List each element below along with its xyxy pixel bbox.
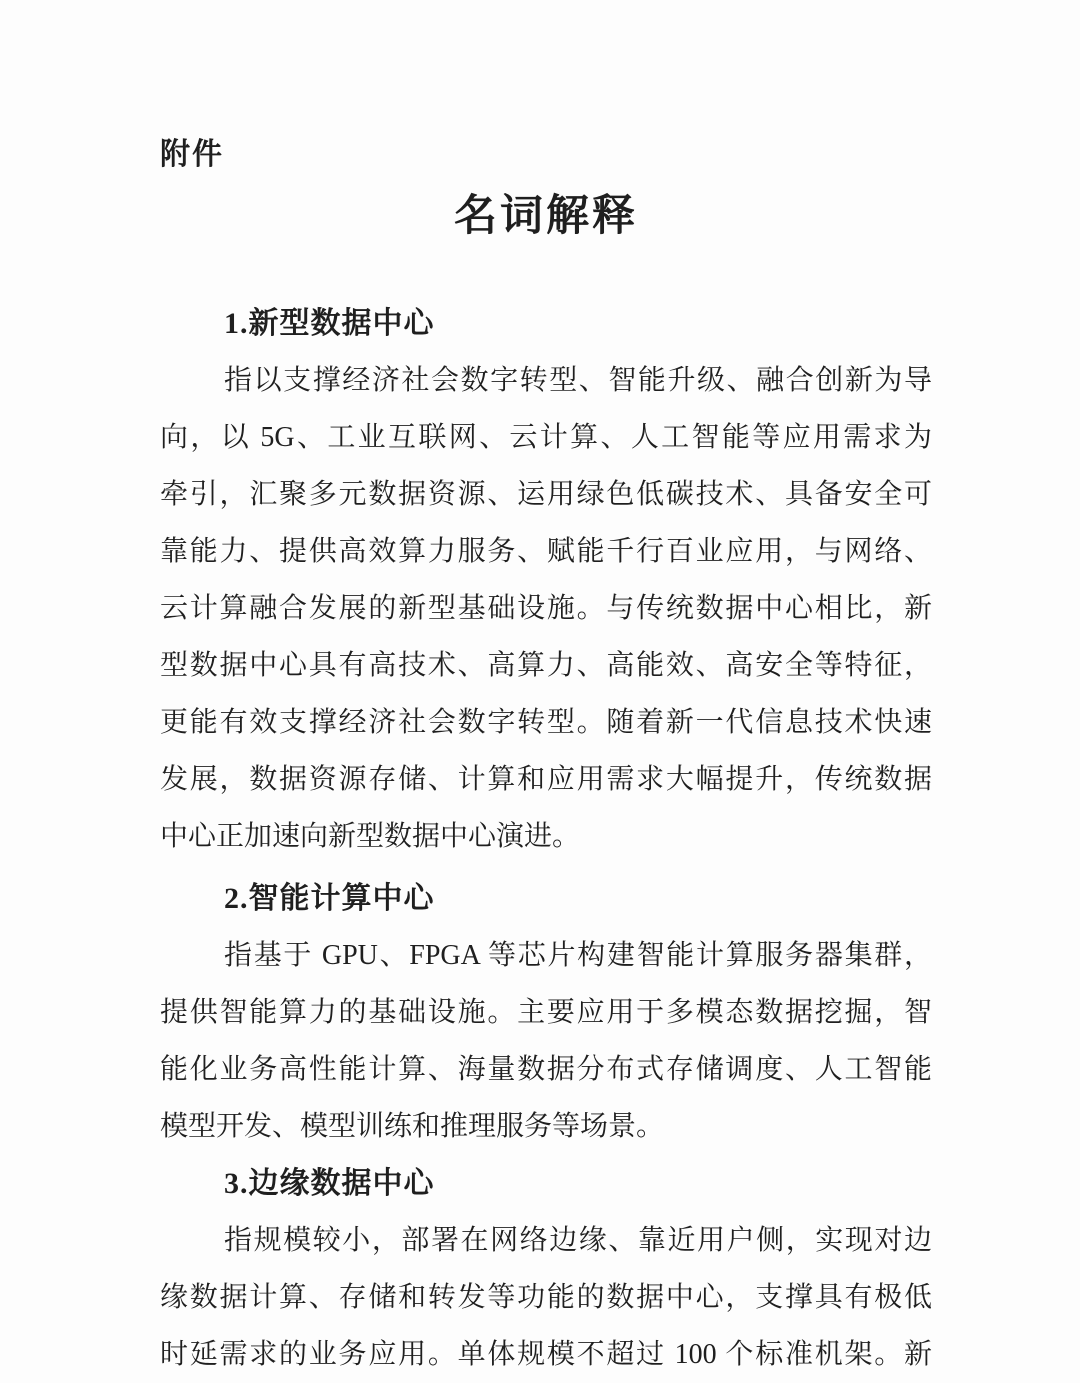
page-content — [160, 0, 932, 1383]
body-line: 模型开发、模型训练和推理服务等场景。 — [160, 1111, 665, 1142]
body-line: 能化业务高性能计算、海量数据分布式存储调度、人工智能 — [160, 1054, 932, 1085]
body-line: 时延需求的业务应用。单体规模不超过 100 个标准机架。新 — [160, 1339, 932, 1370]
body-line: 靠能力、提供高效算力服务、赋能千行百业应用，与网络、 — [160, 536, 932, 567]
body-line: 更能有效支撑经济社会数字转型。随着新一代信息技术快速 — [160, 707, 932, 738]
body-line: 云计算融合发展的新型基础设施。与传统数据中心相比，新 — [160, 593, 932, 624]
body-line: 指基于 GPU、FPGA 等芯片构建智能计算服务器集群， — [224, 940, 932, 971]
page-title: 名词解释 — [454, 192, 638, 240]
term-section-2 — [160, 870, 932, 1155]
section-heading: 1.新型数据中心 — [224, 307, 435, 340]
body-line: 中心正加速向新型数据中心演进。 — [160, 821, 581, 852]
attachment-label: 附件 — [160, 138, 224, 171]
body-line: 缘数据计算、存储和转发等功能的数据中心，支撑具有极低 — [160, 1282, 932, 1313]
sections-container — [160, 295, 932, 1383]
body-line: 提供智能算力的基础设施。主要应用于多模态数据挖掘，智 — [160, 997, 932, 1028]
body-line: 指规模较小，部署在网络边缘、靠近用户侧，实现对边 — [224, 1225, 932, 1256]
section-heading: 2.智能计算中心 — [224, 882, 435, 915]
section-heading: 3.边缘数据中心 — [224, 1167, 435, 1200]
body-line: 向，以 5G、工业互联网、云计算、人工智能等应用需求为 — [160, 422, 932, 453]
body-line: 指以支撑经济社会数字转型、智能升级、融合创新为导 — [224, 365, 932, 396]
body-line: 型数据中心具有高技术、高算力、高能效、高安全等特征， — [160, 650, 932, 681]
body-line: 牵引，汇聚多元数据资源、运用绿色低碳技术、具备安全可 — [160, 479, 932, 510]
term-section-1 — [160, 295, 932, 865]
body-line: 发展，数据资源存储、计算和应用需求大幅提升，传统数据 — [160, 764, 932, 795]
term-section-3 — [160, 1155, 932, 1383]
